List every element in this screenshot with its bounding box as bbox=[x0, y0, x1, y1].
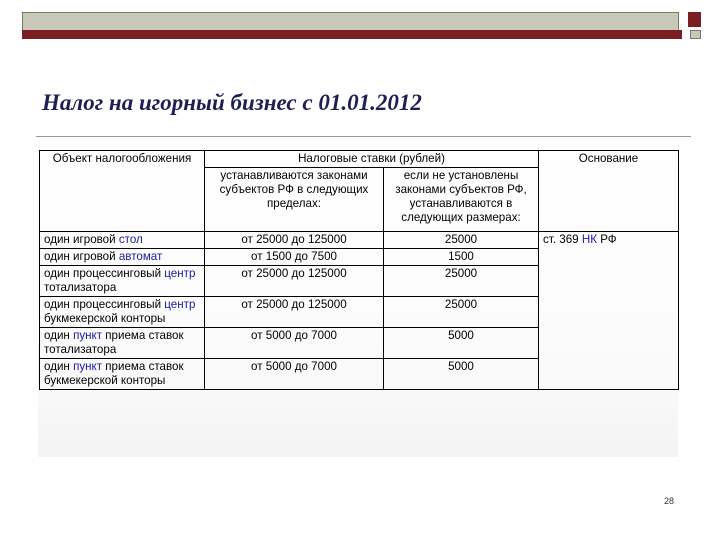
table-row bbox=[40, 232, 679, 249]
object-keyword: стол bbox=[118, 233, 143, 246]
rate-range-cell: от 5000 до 7000 bbox=[205, 359, 384, 390]
rate-default-cell: 25000 bbox=[384, 266, 539, 297]
object-keyword: пункт bbox=[73, 329, 103, 342]
basis-cell: ст. 369 НК РФ bbox=[539, 232, 679, 390]
object-cell: один пункт приема ставок букмекерской конторы bbox=[40, 359, 205, 390]
rate-range-cell: от 25000 до 125000 bbox=[205, 232, 384, 249]
object-keyword: центр bbox=[164, 267, 196, 280]
top-decor-stripe bbox=[22, 30, 682, 39]
header-basis: Основание bbox=[539, 151, 679, 232]
header-rate-regional: устанавливаются законами субъектов РФ в следующих пределах: bbox=[205, 168, 384, 232]
object-cell: один процессинговый центр букмекерской конторы bbox=[40, 297, 205, 328]
header-object: Объект налогообложения bbox=[40, 151, 205, 232]
header-rates: Налоговые ставки (рублей) bbox=[205, 151, 539, 168]
rate-range-cell: от 25000 до 125000 bbox=[205, 297, 384, 328]
rate-range-cell: от 5000 до 7000 bbox=[205, 328, 384, 359]
tax-rates-table bbox=[39, 150, 679, 390]
object-cell: один игровой стол bbox=[40, 232, 205, 249]
basis-keyword: НК bbox=[581, 233, 597, 246]
object-keyword: пункт bbox=[73, 360, 103, 373]
page-number: 28 bbox=[664, 496, 675, 506]
rate-default-cell: 1500 bbox=[384, 249, 539, 266]
rate-default-cell: 25000 bbox=[384, 297, 539, 328]
rate-default-cell: 5000 bbox=[384, 359, 539, 390]
object-cell: один игровой автомат bbox=[40, 249, 205, 266]
top-decor-band bbox=[22, 12, 679, 32]
table-header-row bbox=[40, 151, 679, 168]
rate-range-cell: от 25000 до 125000 bbox=[205, 266, 384, 297]
corner-decor-square bbox=[688, 12, 701, 27]
corner-decor-square-small bbox=[690, 30, 701, 39]
object-cell: один процессинговый центр тотализатора bbox=[40, 266, 205, 297]
object-keyword: центр bbox=[164, 298, 196, 311]
header-rate-default: если не установлены законами субъектов РФ, устанавливаются в следующих размерах: bbox=[384, 168, 539, 232]
rate-range-cell: от 1500 до 7500 bbox=[205, 249, 384, 266]
title-divider bbox=[36, 136, 691, 137]
rate-default-cell: 5000 bbox=[384, 328, 539, 359]
object-cell: один пункт приема ставок тотализатора bbox=[40, 328, 205, 359]
rate-default-cell: 25000 bbox=[384, 232, 539, 249]
slide-title: Налог на игорный бизнес с 01.01.2012 bbox=[42, 90, 422, 115]
object-keyword: автомат bbox=[118, 250, 163, 263]
